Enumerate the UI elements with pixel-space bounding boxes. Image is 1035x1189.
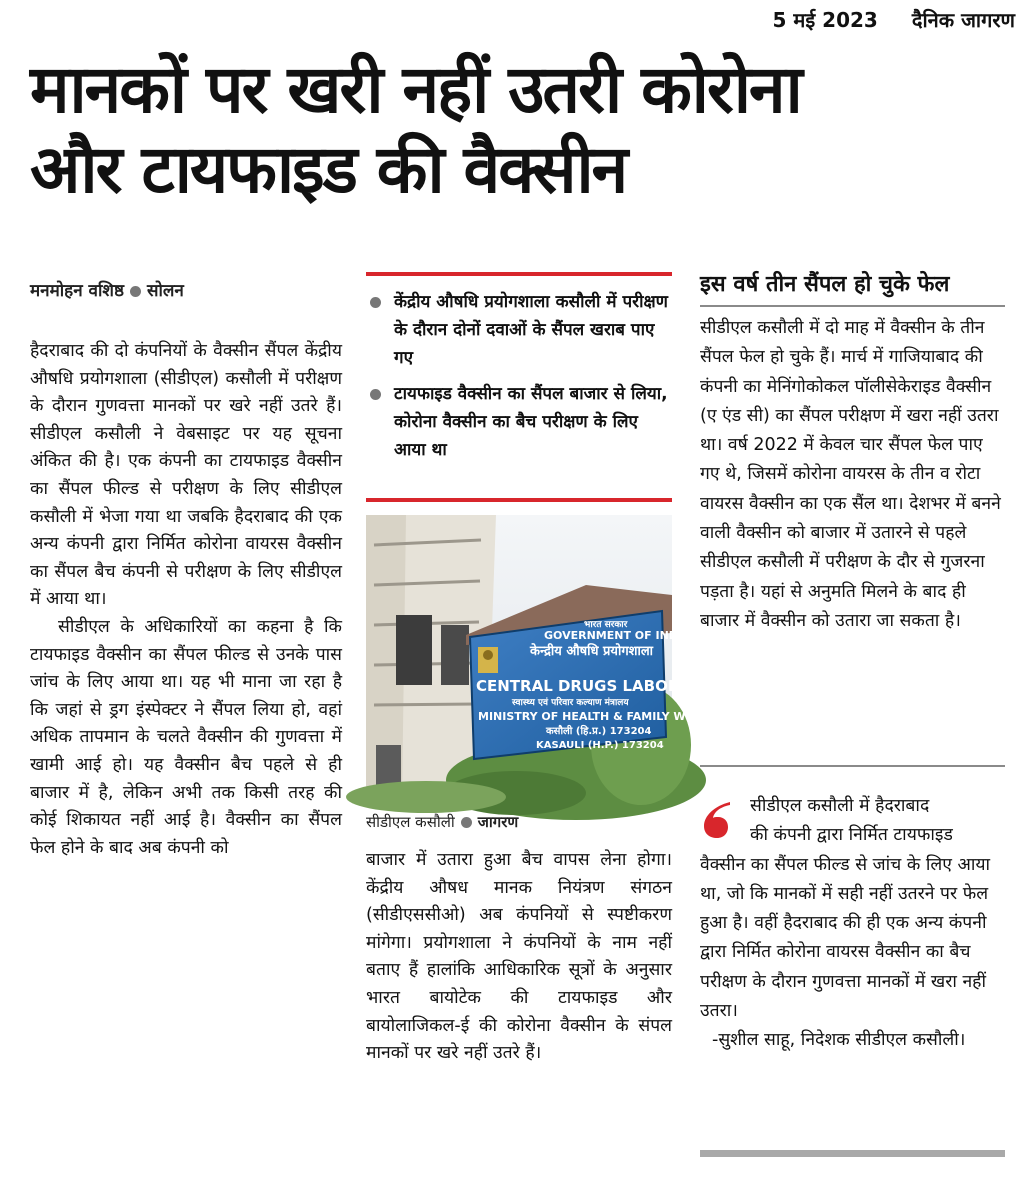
article-paragraph: सीडीएल के अधिकारियों का कहना है कि टायफाइड वैक्सीन का सैंपल फील्ड से उनके पास जांच के लिए आया था। यह भी माना जा रहा है कि जहां से ड्रग इंस्पेक्टर ने सैंपल लिया हो, वहां अधिक तापमान के चलते वैक्सीन की गुणवत्ता में खामी आई हो। यह वैक्सीन बैच पहले से ही बाजार में है, लेकिन अभी तक किसी तरह की कोई शिकायत नहीं आई है। वैक्सीन का सैंपल फेल होने के बाद अब कंपनी को [30, 616, 342, 858]
sidebar-body [700, 314, 1005, 636]
quote-line-1: सीडीएल कसौली में हैदराबाद [750, 796, 930, 816]
highlight-point: केंद्रीय औषधि प्रयोगशाला कसौली में परीक्षण के दौरान दोनों दवाओं के सैंपल खराब पाए गए [366, 288, 672, 372]
quote-box [700, 792, 1005, 1056]
headline-line-1: मानकों पर खरी नहीं उतरी कोरोना [30, 51, 801, 128]
sign-text-lab: CENTRAL DRUGS LABORA [476, 677, 692, 695]
quote-line-2: की कंपनी द्वारा निर्मित टायफाइड [750, 825, 953, 846]
byline-place: सोलन [146, 281, 184, 301]
bullet-dot-icon [461, 817, 472, 828]
cdl-building-photo [366, 515, 694, 801]
quote-mark-icon [700, 800, 738, 840]
highlight-point: टायफाइड वैक्सीन का सैंपल बाजार से लिया, कोरोना वैक्सीन का बैच परीक्षण के लिए आया था [366, 380, 672, 464]
article-paragraph: हैदराबाद की दो कंपनियों के वैक्सीन सैंपल केंद्रीय औषधि प्रयोगशाला (सीडीएल) कसौली में परीक्षण के दौरान गुणवत्ता मानकों पर खरे नहीं उतरे हैं। सीडीएल कसौली ने वेबसाइट पर यह सूचना अंकित की है। एक कंपनी का टायफाइड वैक्सीन का सैंपल फील्ड से परीक्षण के लिए सीडीएल कसौली में भेजा गया था जबकि हैदराबाद की एक अन्य कंपनी द्वारा निर्मित कोरोना वायरस वैक्सीन का सैंपल बैच कंपनी से परीक्षण के लिए सीडीएल में आया था। [30, 341, 342, 610]
publication-date: 5 मई 2023 [772, 8, 878, 32]
masthead [773, 6, 1015, 36]
quote-body: वैक्सीन का सैंपल फील्ड से जांच के लिए आया था, जो कि मानकों में सही नहीं उतरने पर फेल हुआ है। वहीं हैदराबाद की ही एक अन्य कंपनी द्वारा निर्मित कोरोना वायरस वैक्सीन का बैच परीक्षण के दौरान गुणवत्ता मानकों में खरा नहीं उतरा। [700, 854, 991, 1022]
newspaper-name: दैनिक जागरण [911, 8, 1015, 32]
sidebar-heading-rule [700, 305, 1005, 307]
sign-text-hindi-govt: भारत सरकार [584, 620, 628, 630]
headline [30, 50, 1020, 210]
sidebar-heading: इस वर्ष तीन सैंपल हो चुके फेल [700, 272, 950, 297]
headline-line-2: और टायफाइड की वैक्सीन [30, 131, 627, 208]
caption-place: सीडीएल कसौली [366, 813, 455, 831]
sign-text-address: KASAULI (H.P.) 173204 [536, 740, 664, 751]
highlights-box [366, 288, 672, 472]
article-column-1 [30, 338, 342, 862]
sidebar-divider [700, 765, 1005, 767]
sign-text-ministry: MINISTRY OF HEALTH & FAMILY WE [478, 710, 694, 723]
sign-text-govt: GOVERNMENT OF INDIA [544, 629, 691, 642]
sidebar-paragraph: सीडीएल कसौली में दो माह में वैक्सीन के तीन सैंपल फेल हो चुके हैं। मार्च में गाजियाबाद की कंपनी का मेनिंगोकोकल पॉलीसेकेराइड वैक्सीन (ए एंड सी) का सैंपल परीक्षण में खरा नहीं उतरा था। वर्ष 2022 में केवल चार सैंपल फेल पाए गए थे, जिसमें कोरोना वायरस के तीन व रोटा वायरस वैक्सीन का एक सैंल था। देशभर में बनने वाली वैक्सीन को बाजार में उतारने से पहले सीडीएल कसौली में परीक्षण के दौर से गुजरना पड़ता है। यहां से अनुमति मिलने के बाद ही बाजार में वैक्सीन को उतारा जा सकता है। [700, 318, 1001, 631]
article-paragraph: बाजार में उतारा हुआ बैच वापस लेना होगा। केंद्रीय औषध मानक नियंत्रण संगठन (सीडीएससीओ) अब कंपनियों से स्पष्टीकरण मांगेगा। प्रयोगशाला ने कंपनियों के नाम नहीं बताए हैं हालांकि आधिकारिक सूत्रों के अनुसार भारत बायोटेक की टायफाइड और बायोलाजिकल-ई की कोरोना वैक्सीन के संपल मानकों पर खरे नहीं उतरे हैं। [366, 850, 672, 1064]
sign-text-hindi-address: कसौली (हि.प्र.) 173204 [546, 726, 652, 737]
photo-illustration [366, 515, 694, 801]
caption-source: जागरण [477, 813, 519, 831]
article-column-2 [366, 847, 672, 1068]
byline-author: मनमोहन वशिष्ठ [30, 281, 124, 301]
quote-bottom-rule [700, 1150, 1005, 1157]
photo-caption [366, 812, 518, 832]
sign-text-hindi-lab: केन्द्रीय औषधि प्रयोगशाला [530, 644, 654, 659]
sign-text-hindi-ministry: स्वास्थ्य एवं परिवार कल्याण मंत्रालय [512, 698, 629, 708]
bullet-dot-icon [130, 286, 141, 297]
highlight-bottom-rule [366, 498, 672, 502]
quote-attribution: -सुशील साहू, निदेशक सीडीएल कसौली। [712, 1030, 966, 1051]
byline [30, 278, 184, 301]
highlight-top-rule [366, 272, 672, 276]
